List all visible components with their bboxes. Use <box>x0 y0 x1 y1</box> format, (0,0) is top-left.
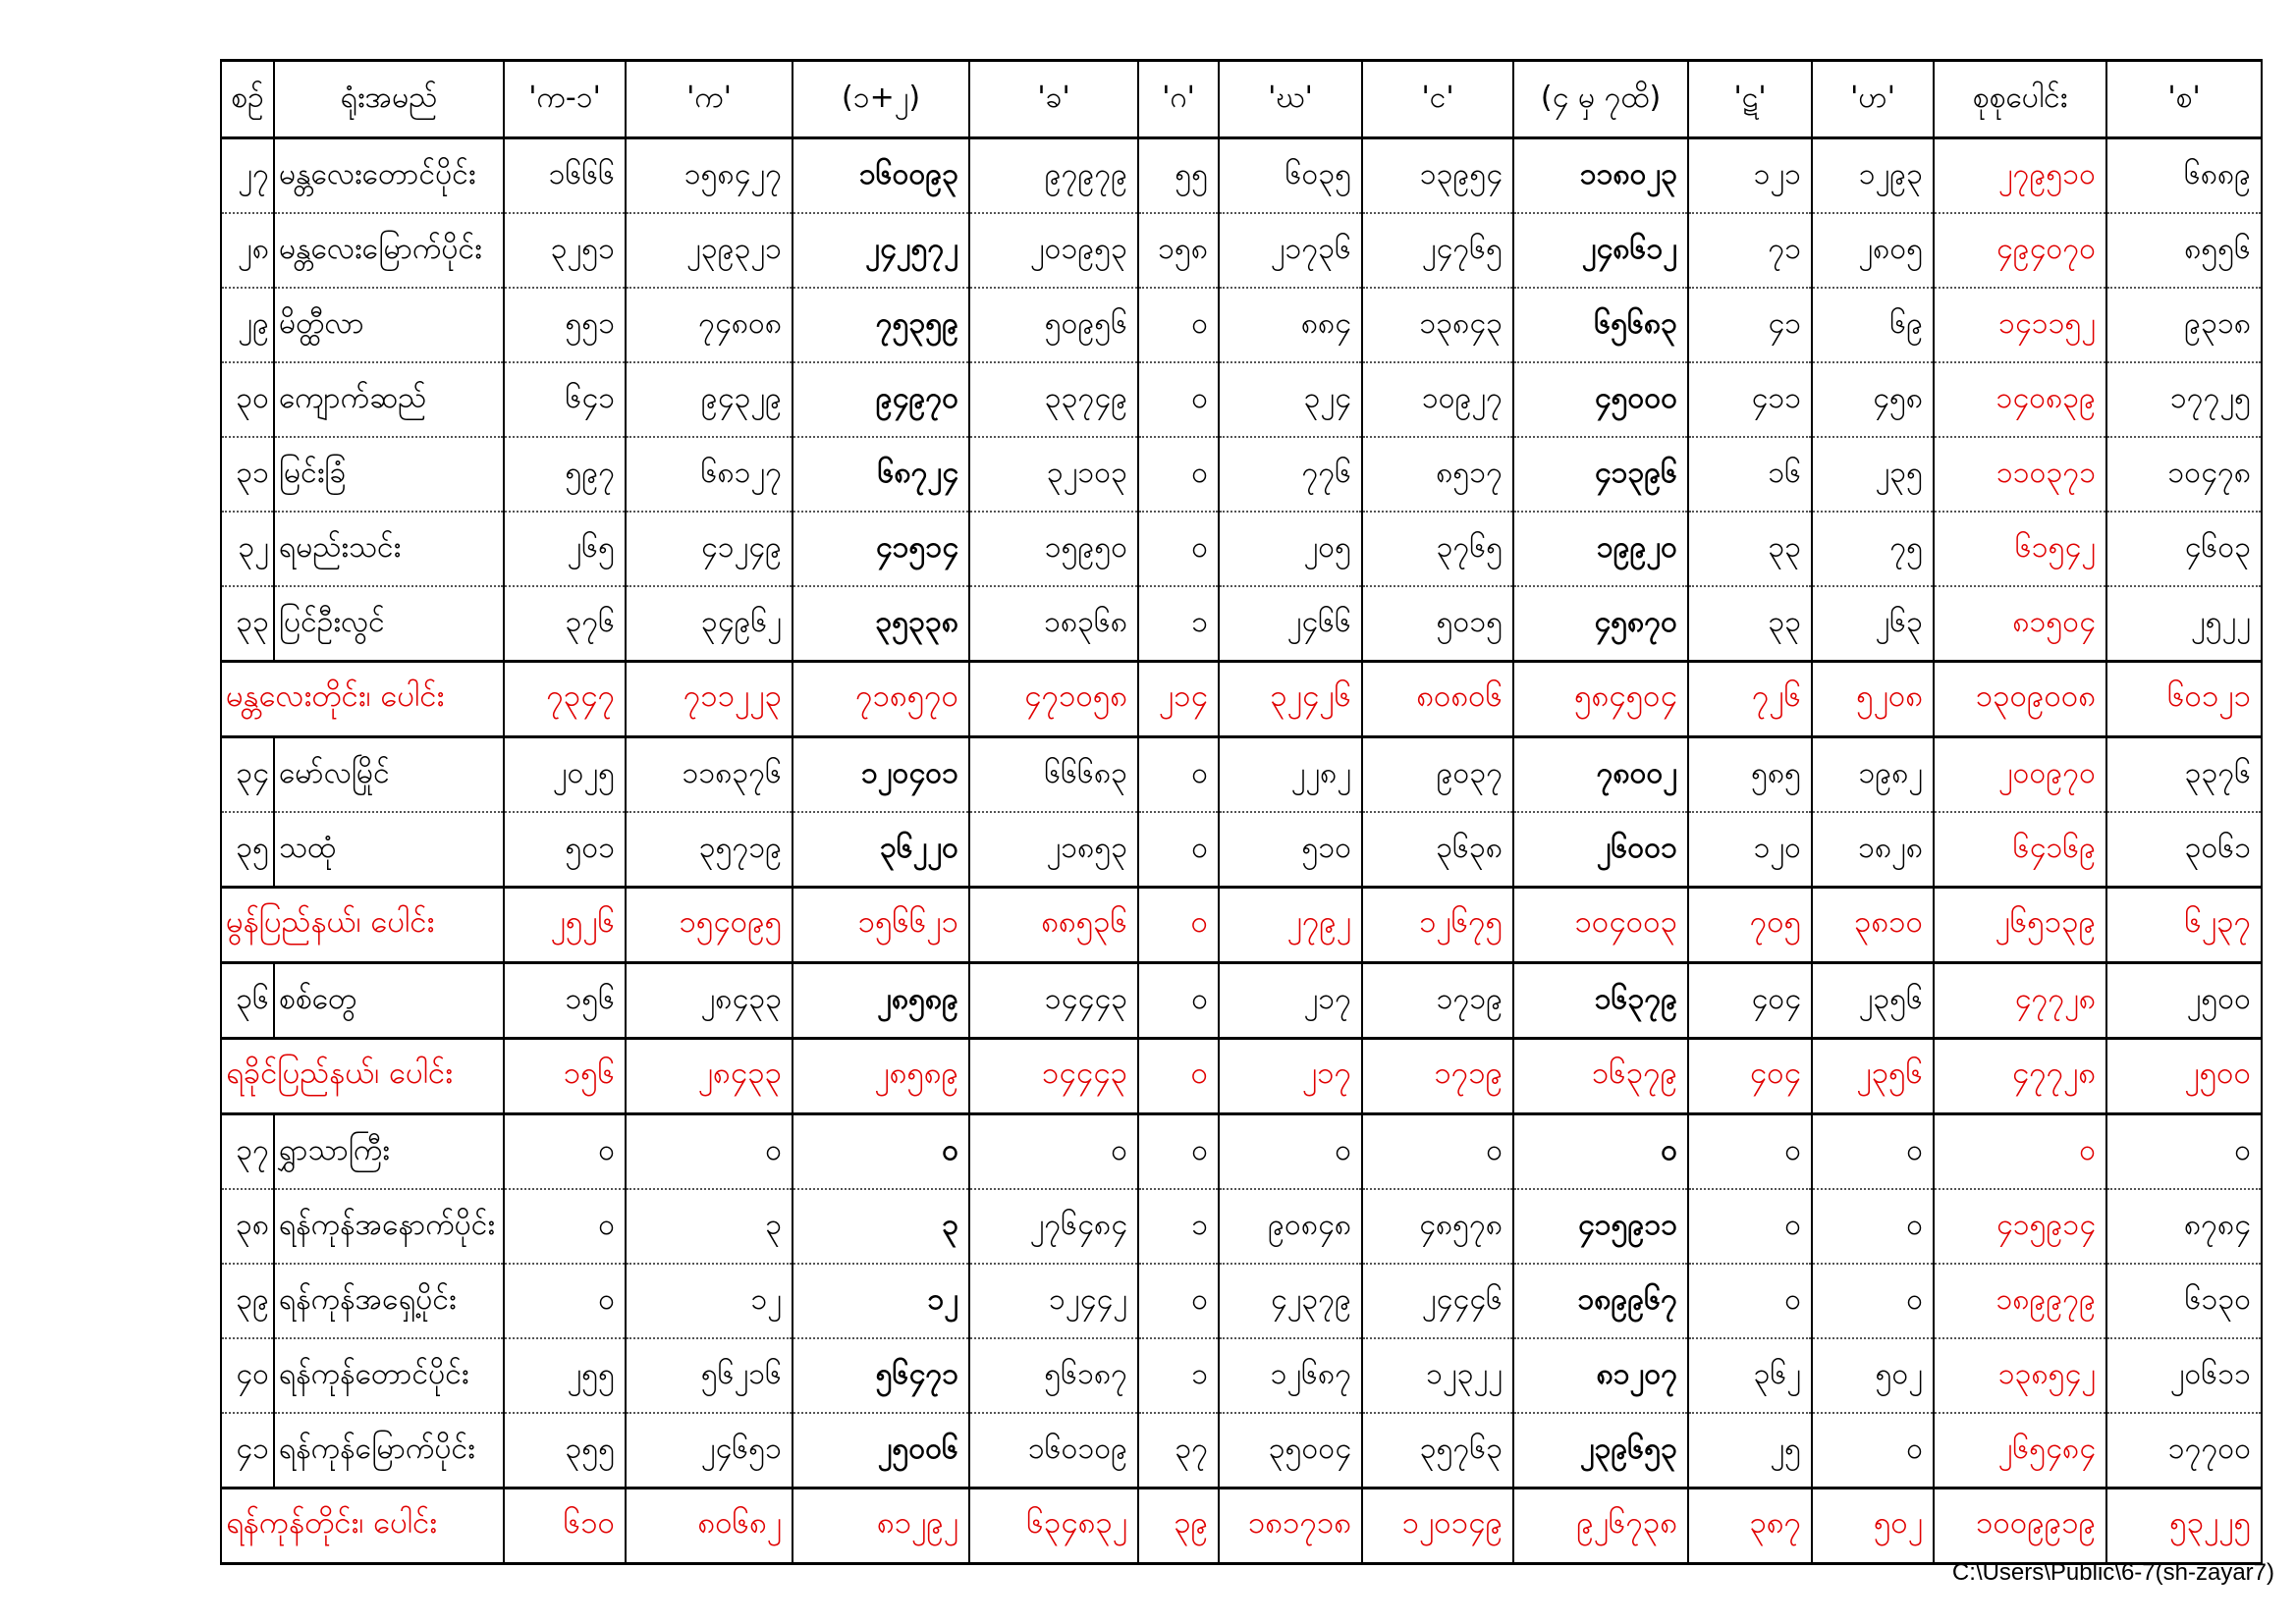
office-name: မိတ္ထီလာ <box>274 288 504 362</box>
cell-value: ၆၃၄၈၃၂ <box>969 1489 1138 1564</box>
cell-value: ၀ <box>504 1114 626 1190</box>
column-header: ရုံးအမည် <box>274 61 504 138</box>
cell-value: ၂၀၁၉၅၃ <box>969 213 1138 288</box>
cell-value: ၄၁၅၉၁၁ <box>1513 1189 1688 1264</box>
cell-value: ၂၃၅၆ <box>1812 963 1934 1039</box>
office-name: ပြင်ဦးလွင် <box>274 586 504 662</box>
cell-value: ၃၇၆ <box>504 586 626 662</box>
cell-value: ၇၁ <box>1688 213 1812 288</box>
column-header: (၄ မှ ၇ထိ) <box>1513 61 1688 138</box>
cell-value: ၁၂၆၇၅ <box>1362 888 1513 963</box>
table-row <box>221 362 2262 437</box>
cell-value: ၈၅၅၆ <box>2106 213 2262 288</box>
cell-value: ၁၂၃၂၂ <box>1362 1338 1513 1413</box>
table-row <box>221 1413 2262 1489</box>
cell-value: ၂၆၃ <box>1812 586 1934 662</box>
cell-value: ၆၁၅၄၂ <box>1934 512 2106 586</box>
cell-value: ၁၄၁၁၅၂ <box>1934 288 2106 362</box>
cell-value: ၆၉ <box>1812 288 1934 362</box>
cell-value: ၂၃၉၆၅၃ <box>1513 1413 1688 1489</box>
cell-value: ၁၃၉၅၄ <box>1362 138 1513 214</box>
cell-value: ၇၂၆ <box>1688 662 1812 737</box>
cell-value: ၁၂ <box>626 1264 793 1338</box>
cell-value: ၂၆၅၄၈၄ <box>1934 1413 2106 1489</box>
column-header: 'က' <box>626 61 793 138</box>
cell-value: ၄၇၁၀၅၈ <box>969 662 1138 737</box>
cell-value: ၀ <box>1362 1114 1513 1190</box>
cell-value: ၃၃၇၆ <box>2106 737 2262 813</box>
cell-value: ၀ <box>1219 1114 1362 1190</box>
cell-value: ၈၇၈၄ <box>2106 1189 2262 1264</box>
cell-value: ၇၇၆ <box>1219 437 1362 512</box>
cell-value: ၀ <box>626 1114 793 1190</box>
row-index: ၃၅ <box>221 812 274 888</box>
cell-value: ၂၁၄ <box>1138 662 1219 737</box>
cell-value: ၁၂၀ <box>1688 812 1812 888</box>
cell-value: ၁၆ <box>1688 437 1812 512</box>
office-name: ရန်ကုန်အနောက်ပိုင်း <box>274 1189 504 1264</box>
cell-value: ၅၀၂ <box>1812 1338 1934 1413</box>
cell-value: ၃၂၅၁ <box>504 213 626 288</box>
table-row <box>221 437 2262 512</box>
cell-value: ၀ <box>1138 963 1219 1039</box>
cell-value: ၀ <box>1812 1413 1934 1489</box>
table-row <box>221 512 2262 586</box>
table-row <box>221 288 2262 362</box>
cell-value: ၁၇၇၀၀ <box>2106 1413 2262 1489</box>
cell-value: ၂၀၂၅ <box>504 737 626 813</box>
cell-value: ၁၆၀၁၀၉ <box>969 1413 1138 1489</box>
data-table <box>220 59 2263 1565</box>
cell-value: ၂၅ <box>1688 1413 1812 1489</box>
cell-value: ၃၇၆၅ <box>1362 512 1513 586</box>
office-name: ရွှာသာကြီး <box>274 1114 504 1190</box>
cell-value: ၉၄၉၇၀ <box>793 362 969 437</box>
cell-value: ၈၈၅၃၆ <box>969 888 1138 963</box>
cell-value: ၇၃၄၇ <box>504 662 626 737</box>
cell-value: ၂၆၅ <box>504 512 626 586</box>
cell-value: ၁ <box>1138 586 1219 662</box>
row-index: ၃၄ <box>221 737 274 813</box>
cell-value: ၇၁၈၅၇၀ <box>793 662 969 737</box>
cell-value: ၇၄၈၀၈ <box>626 288 793 362</box>
cell-value: ၄၆၀၃ <box>2106 512 2262 586</box>
cell-value: ၂၇၆၄၈၄ <box>969 1189 1138 1264</box>
cell-value: ၂၈၄၃၃ <box>626 963 793 1039</box>
cell-value: ၄၁ <box>1688 288 1812 362</box>
cell-value: ၁၂၀၄၀၁ <box>793 737 969 813</box>
cell-value: ၂၄၇၆၅ <box>1362 213 1513 288</box>
cell-value: ၅၀၉၅၆ <box>969 288 1138 362</box>
cell-value: ၄၀၄ <box>1688 1039 1812 1114</box>
cell-value: ၁၄၀၈၃၉ <box>1934 362 2106 437</box>
cell-value: ၁၇၇၂၅ <box>2106 362 2262 437</box>
cell-value: ၃၂၄ <box>1219 362 1362 437</box>
cell-value: ၁၄၄၄၃ <box>969 963 1138 1039</box>
cell-value: ၇၅ <box>1812 512 1934 586</box>
cell-value: ၄၁၁ <box>1688 362 1812 437</box>
cell-value: ၁၂၉၃ <box>1812 138 1934 214</box>
table-row <box>221 213 2262 288</box>
cell-value: ၀ <box>969 1114 1138 1190</box>
cell-value: ၈၁၂၀၇ <box>1513 1338 1688 1413</box>
column-header: 'ဂ' <box>1138 61 1219 138</box>
cell-value: ၃ <box>793 1189 969 1264</box>
cell-value: ၇၁၁၂၂၃ <box>626 662 793 737</box>
cell-value: ၃၉ <box>1138 1489 1219 1564</box>
office-name: သထုံ <box>274 812 504 888</box>
office-name: စစ်တွေ <box>274 963 504 1039</box>
row-index: ၃၂ <box>221 512 274 586</box>
cell-value: ၂၆၅၁၃၉ <box>1934 888 2106 963</box>
cell-value: ၀ <box>1812 1114 1934 1190</box>
cell-value: ၁၇၁၉ <box>1362 963 1513 1039</box>
cell-value: ၂၅၀၀ <box>2106 963 2262 1039</box>
table-row <box>221 812 2262 888</box>
cell-value: ၀ <box>1138 1264 1219 1338</box>
cell-value: ၁၆၀၀၉၃ <box>793 138 969 214</box>
subtotal-label: မွန်ပြည်နယ်၊ ပေါင်း <box>221 888 504 963</box>
table-row <box>221 737 2262 813</box>
cell-value: ၁ <box>1138 1338 1219 1413</box>
cell-value: ၁၁၀၃၇၁ <box>1934 437 2106 512</box>
cell-value: ၂၅၂၆ <box>504 888 626 963</box>
cell-value: ၂၈၀၅ <box>1812 213 1934 288</box>
cell-value: ၄၅၀၀၀ <box>1513 362 1688 437</box>
cell-value: ၁၅၆ <box>504 963 626 1039</box>
subtotal-row <box>221 1489 2262 1564</box>
subtotal-label: ရခိုင်ပြည်နယ်၊ ပေါင်း <box>221 1039 504 1114</box>
column-header: 'ဟ' <box>1812 61 1934 138</box>
cell-value: ၂၄၈၆၁၂ <box>1513 213 1688 288</box>
cell-value: ၁၂၆၈၇ <box>1219 1338 1362 1413</box>
cell-value: ၁၁၈၀၂၃ <box>1513 138 1688 214</box>
cell-value: ၄၁၅၉၁၄ <box>1934 1189 2106 1264</box>
cell-value: ၃၃ <box>1688 586 1812 662</box>
cell-value: ၄၇၇၂၈ <box>1934 1039 2106 1114</box>
cell-value: ၅၆၂၁၆ <box>626 1338 793 1413</box>
cell-value: ၉၀၃၇ <box>1362 737 1513 813</box>
office-name: မန္တလေးတောင်ပိုင်း <box>274 138 504 214</box>
cell-value: ၂၅၅ <box>504 1338 626 1413</box>
row-index: ၂၇ <box>221 138 274 214</box>
cell-value: ၅၈၄၅၀၄ <box>1513 662 1688 737</box>
column-header: (၁+၂) <box>793 61 969 138</box>
cell-value: ၂၁၈၅၃ <box>969 812 1138 888</box>
cell-value: ၁၇၁၉ <box>1362 1039 1513 1114</box>
cell-value: ၂၀၆၁၁ <box>2106 1338 2262 1413</box>
cell-value: ၂၅၂၂ <box>2106 586 2262 662</box>
cell-value: ၁၆၃၇၉ <box>1513 963 1688 1039</box>
cell-value: ၈၈၄ <box>1219 288 1362 362</box>
cell-value: ၁၈၉၉၇၉ <box>1934 1264 2106 1338</box>
cell-value: ၀ <box>1138 437 1219 512</box>
cell-value: ၁၈၃၆၈ <box>969 586 1138 662</box>
cell-value: ၂၂၈၂ <box>1219 737 1362 813</box>
cell-value: ၁၈၁၇၁၈ <box>1219 1489 1362 1564</box>
cell-value: ၈၁၂၉၂ <box>793 1489 969 1564</box>
cell-value: ၂၅၀၀၆ <box>793 1413 969 1489</box>
cell-value: ၀ <box>504 1264 626 1338</box>
cell-value: ၁၂ <box>793 1264 969 1338</box>
cell-value: ၁၅၆ <box>504 1039 626 1114</box>
subtotal-label: ရန်ကုန်တိုင်း၊ ပေါင်း <box>221 1489 504 1564</box>
cell-value: ၄၂၃၇၉ <box>1219 1264 1362 1338</box>
column-header: 'င' <box>1362 61 1513 138</box>
office-name: မန္တလေးမြောက်ပိုင်း <box>274 213 504 288</box>
table-row <box>221 1338 2262 1413</box>
cell-value: ၀ <box>1138 512 1219 586</box>
cell-value: ၆၀၁၂၁ <box>2106 662 2262 737</box>
cell-value: ၀ <box>1138 888 1219 963</box>
cell-value: ၉၀၈၄၈ <box>1219 1189 1362 1264</box>
cell-value: ၀ <box>1812 1189 1934 1264</box>
row-index: ၄၀ <box>221 1338 274 1413</box>
cell-value: ၅၃၂၂၅ <box>2106 1489 2262 1564</box>
cell-value: ၆၆၆၈၃ <box>969 737 1138 813</box>
table-row <box>221 963 2262 1039</box>
cell-value: ၃၆၂ <box>1688 1338 1812 1413</box>
cell-value: ၉၇၉၇၉ <box>969 138 1138 214</box>
cell-value: ၃ <box>626 1189 793 1264</box>
cell-value: ၃၅၃၃၈ <box>793 586 969 662</box>
table-row <box>221 586 2262 662</box>
office-name: ရန်ကုန်အရှေ့ပိုင်း <box>274 1264 504 1338</box>
cell-value: ၇၈၀၀၂ <box>1513 737 1688 813</box>
office-name: ကျောက်ဆည် <box>274 362 504 437</box>
table-row <box>221 1114 2262 1190</box>
cell-value: ၁၄၄၄၃ <box>969 1039 1138 1114</box>
cell-value: ၅၅၁ <box>504 288 626 362</box>
cell-value: ၆၁၃၀ <box>2106 1264 2262 1338</box>
subtotal-row <box>221 1039 2262 1114</box>
cell-value: ၅၀၁ <box>504 812 626 888</box>
cell-value: ၂၄၂၅၇၂ <box>793 213 969 288</box>
cell-value: ၂၃၅ <box>1812 437 1934 512</box>
cell-value: ၀ <box>1934 1114 2106 1190</box>
cell-value: ၁၈၂၈ <box>1812 812 1934 888</box>
cell-value: ၉၄၃၂၉ <box>626 362 793 437</box>
cell-value: ၃၅၇၁၉ <box>626 812 793 888</box>
cell-value: ၀ <box>1138 362 1219 437</box>
cell-value: ၈၅၁၇ <box>1362 437 1513 512</box>
cell-value: ၁၃၈၄၃ <box>1362 288 1513 362</box>
cell-value: ၁၂၁ <box>1688 138 1812 214</box>
cell-value: ၆၁၀ <box>504 1489 626 1564</box>
cell-value: ၂၀၀၉၇၀ <box>1934 737 2106 813</box>
cell-value: ၃၂၁၀၃ <box>969 437 1138 512</box>
table-row <box>221 1264 2262 1338</box>
cell-value: ၂၃၅၆ <box>1812 1039 1934 1114</box>
cell-value: ၂၅၀၀ <box>2106 1039 2262 1114</box>
column-header: 'စ' <box>2106 61 2262 138</box>
cell-value: ၁၂၀၁၄၉ <box>1362 1489 1513 1564</box>
cell-value: ၃၅၇၆၃ <box>1362 1413 1513 1489</box>
cell-value: ၁၀၀၉၉၁၉ <box>1934 1489 2106 1564</box>
cell-value: ၃၇ <box>1138 1413 1219 1489</box>
cell-value: ၃၈၇ <box>1688 1489 1812 1564</box>
cell-value: ၅၂၀၈ <box>1812 662 1934 737</box>
cell-value: ၆၈၈၉ <box>2106 138 2262 214</box>
cell-value: ၀ <box>2106 1114 2262 1190</box>
cell-value: ၃၀၆၁ <box>2106 812 2262 888</box>
cell-value: ၂၈၅၈၉ <box>793 963 969 1039</box>
cell-value: ၆၄၁၆၉ <box>1934 812 2106 888</box>
cell-value: ၁၈၉၉၆၇ <box>1513 1264 1688 1338</box>
cell-value: ၅၉၇ <box>504 437 626 512</box>
row-index: ၂၉ <box>221 288 274 362</box>
row-index: ၃၉ <box>221 1264 274 1338</box>
cell-value: ၅၈၅ <box>1688 737 1812 813</box>
cell-value: ၄၀၄ <box>1688 963 1812 1039</box>
row-index: ၃၀ <box>221 362 274 437</box>
cell-value: ၅၀၁၅ <box>1362 586 1513 662</box>
cell-value: ၂၇၉၅၁၀ <box>1934 138 2106 214</box>
cell-value: ၃၃ <box>1688 512 1812 586</box>
cell-value: ၆၈၁၂၇ <box>626 437 793 512</box>
cell-value: ၁၅၈ <box>1138 213 1219 288</box>
column-header: 'က-၁' <box>504 61 626 138</box>
cell-value: ၆၀၃၅ <box>1219 138 1362 214</box>
cell-value: ၉၂၆၇၃၈ <box>1513 1489 1688 1564</box>
cell-value: ၁၆၆၆ <box>504 138 626 214</box>
cell-value: ၄၅၈ <box>1812 362 1934 437</box>
cell-value: ၄၈၅၇၈ <box>1362 1189 1513 1264</box>
cell-value: ၅၅ <box>1138 138 1219 214</box>
cell-value: ၀ <box>1138 1039 1219 1114</box>
cell-value: ၂၄၆၅၁ <box>626 1413 793 1489</box>
cell-value: ၁၁၈၃၇၆ <box>626 737 793 813</box>
cell-value: ၄၉၄၀၇၀ <box>1934 213 2106 288</box>
cell-value: ၃၈၁၀ <box>1812 888 1934 963</box>
cell-value: ၂၃၉၃၂၁ <box>626 213 793 288</box>
cell-value: ၀ <box>1812 1264 1934 1338</box>
cell-value: ၅၆၁၈၇ <box>969 1338 1138 1413</box>
cell-value: ၀ <box>1688 1114 1812 1190</box>
header-row <box>221 61 2262 138</box>
cell-value: ၁၆၃၇၉ <box>1513 1039 1688 1114</box>
office-name: ရမည်းသင်း <box>274 512 504 586</box>
cell-value: ၀ <box>1138 288 1219 362</box>
column-header: စဉ် <box>221 61 274 138</box>
cell-value: ၁၃၈၅၄၂ <box>1934 1338 2106 1413</box>
office-name: ရန်ကုန်တောင်ပိုင်း <box>274 1338 504 1413</box>
cell-value: ၁ <box>1138 1189 1219 1264</box>
cell-value: ၂၈၄၃၃ <box>626 1039 793 1114</box>
cell-value: ၀ <box>1138 812 1219 888</box>
cell-value: ၀ <box>1688 1189 1812 1264</box>
subtotal-row <box>221 662 2262 737</box>
cell-value: ၈၁၅၀၄ <box>1934 586 2106 662</box>
cell-value: ၆၈၇၂၄ <box>793 437 969 512</box>
row-index: ၃၁ <box>221 437 274 512</box>
cell-value: ၂၈၅၈၉ <box>793 1039 969 1114</box>
cell-value: ၄၁၅၁၄ <box>793 512 969 586</box>
cell-value: ၀ <box>1688 1264 1812 1338</box>
file-path-footer: C:\Users\Public\6-7(sh-zayar7) <box>1951 1559 2274 1586</box>
cell-value: ၁၉၈၂ <box>1812 737 1934 813</box>
cell-value: ၁၀၄၇၈ <box>2106 437 2262 512</box>
cell-value: ၃၆၂၂၀ <box>793 812 969 888</box>
cell-value: ၃၂၄၂၆ <box>1219 662 1362 737</box>
cell-value: ၂၆၀၀၁ <box>1513 812 1688 888</box>
cell-value: ၁၃၀၉၀၀၈ <box>1934 662 2106 737</box>
cell-value: ၁၅၈၄၂၇ <box>626 138 793 214</box>
cell-value: ၇၅၃၅၉ <box>793 288 969 362</box>
cell-value: ၀ <box>1138 1114 1219 1190</box>
cell-value: ၈၀၈၀၆ <box>1362 662 1513 737</box>
cell-value: ၆၅၆၈၃ <box>1513 288 1688 362</box>
cell-value: ၃၆၃၈ <box>1362 812 1513 888</box>
column-header: 'ခ' <box>969 61 1138 138</box>
cell-value: ၂၁၇ <box>1219 963 1362 1039</box>
cell-value: ၁၅၉၅၀ <box>969 512 1138 586</box>
cell-value: ၄၇၇၂၈ <box>1934 963 2106 1039</box>
cell-value: ၁၅၆၆၂၁ <box>793 888 969 963</box>
row-index: ၂၈ <box>221 213 274 288</box>
row-index: ၃၈ <box>221 1189 274 1264</box>
office-name: မော်လမြိုင် <box>274 737 504 813</box>
cell-value: ၉၃၁၈ <box>2106 288 2262 362</box>
cell-value: ၁၀၄၀၀၃ <box>1513 888 1688 963</box>
cell-value: ၂၄၆၆ <box>1219 586 1362 662</box>
cell-value: ၃၄၉၆၂ <box>626 586 793 662</box>
row-index: ၃၇ <box>221 1114 274 1190</box>
office-name: ရန်ကုန်မြောက်ပိုင်း <box>274 1413 504 1489</box>
column-header: 'ဋ' <box>1688 61 1812 138</box>
cell-value: ၆၂၃၇ <box>2106 888 2262 963</box>
row-index: ၄၁ <box>221 1413 274 1489</box>
cell-value: ၁၀၉၂၇ <box>1362 362 1513 437</box>
cell-value: ၀ <box>504 1189 626 1264</box>
cell-value: ၀ <box>1513 1114 1688 1190</box>
column-header: စုစုပေါင်း <box>1934 61 2106 138</box>
cell-value: ၁၂၄၄၂ <box>969 1264 1138 1338</box>
cell-value: ၁၅၄၀၉၅ <box>626 888 793 963</box>
cell-value: ၄၁၂၄၉ <box>626 512 793 586</box>
cell-value: ၅၀၂ <box>1812 1489 1934 1564</box>
cell-value: ၇၀၅ <box>1688 888 1812 963</box>
cell-value: ၃၅၅ <box>504 1413 626 1489</box>
table-row <box>221 138 2262 214</box>
row-index: ၃၃ <box>221 586 274 662</box>
cell-value: ၂၁၇ <box>1219 1039 1362 1114</box>
cell-value: ၅၁၀ <box>1219 812 1362 888</box>
column-header: 'ဃ' <box>1219 61 1362 138</box>
cell-value: ၄၁၃၉၆ <box>1513 437 1688 512</box>
cell-value: ၅၆၄၇၁ <box>793 1338 969 1413</box>
cell-value: ၄၅၈၇၀ <box>1513 586 1688 662</box>
cell-value: ၂၀၅ <box>1219 512 1362 586</box>
cell-value: ၁၉၉၂၀ <box>1513 512 1688 586</box>
cell-value: ၆၄၁ <box>504 362 626 437</box>
cell-value: ၈၀၆၈၂ <box>626 1489 793 1564</box>
cell-value: ၀ <box>1138 737 1219 813</box>
cell-value: ၂၇၉၂ <box>1219 888 1362 963</box>
office-name: မြင်းခြံ <box>274 437 504 512</box>
cell-value: ၂၁၇၃၆ <box>1219 213 1362 288</box>
cell-value: ၃၅၀၀၄ <box>1219 1413 1362 1489</box>
cell-value: ၀ <box>793 1114 969 1190</box>
subtotal-label: မန္တလေးတိုင်း၊ ပေါင်း <box>221 662 504 737</box>
subtotal-row <box>221 888 2262 963</box>
cell-value: ၃၃၇၄၉ <box>969 362 1138 437</box>
row-index: ၃၆ <box>221 963 274 1039</box>
table-row <box>221 1189 2262 1264</box>
cell-value: ၂၄၄၄၆ <box>1362 1264 1513 1338</box>
